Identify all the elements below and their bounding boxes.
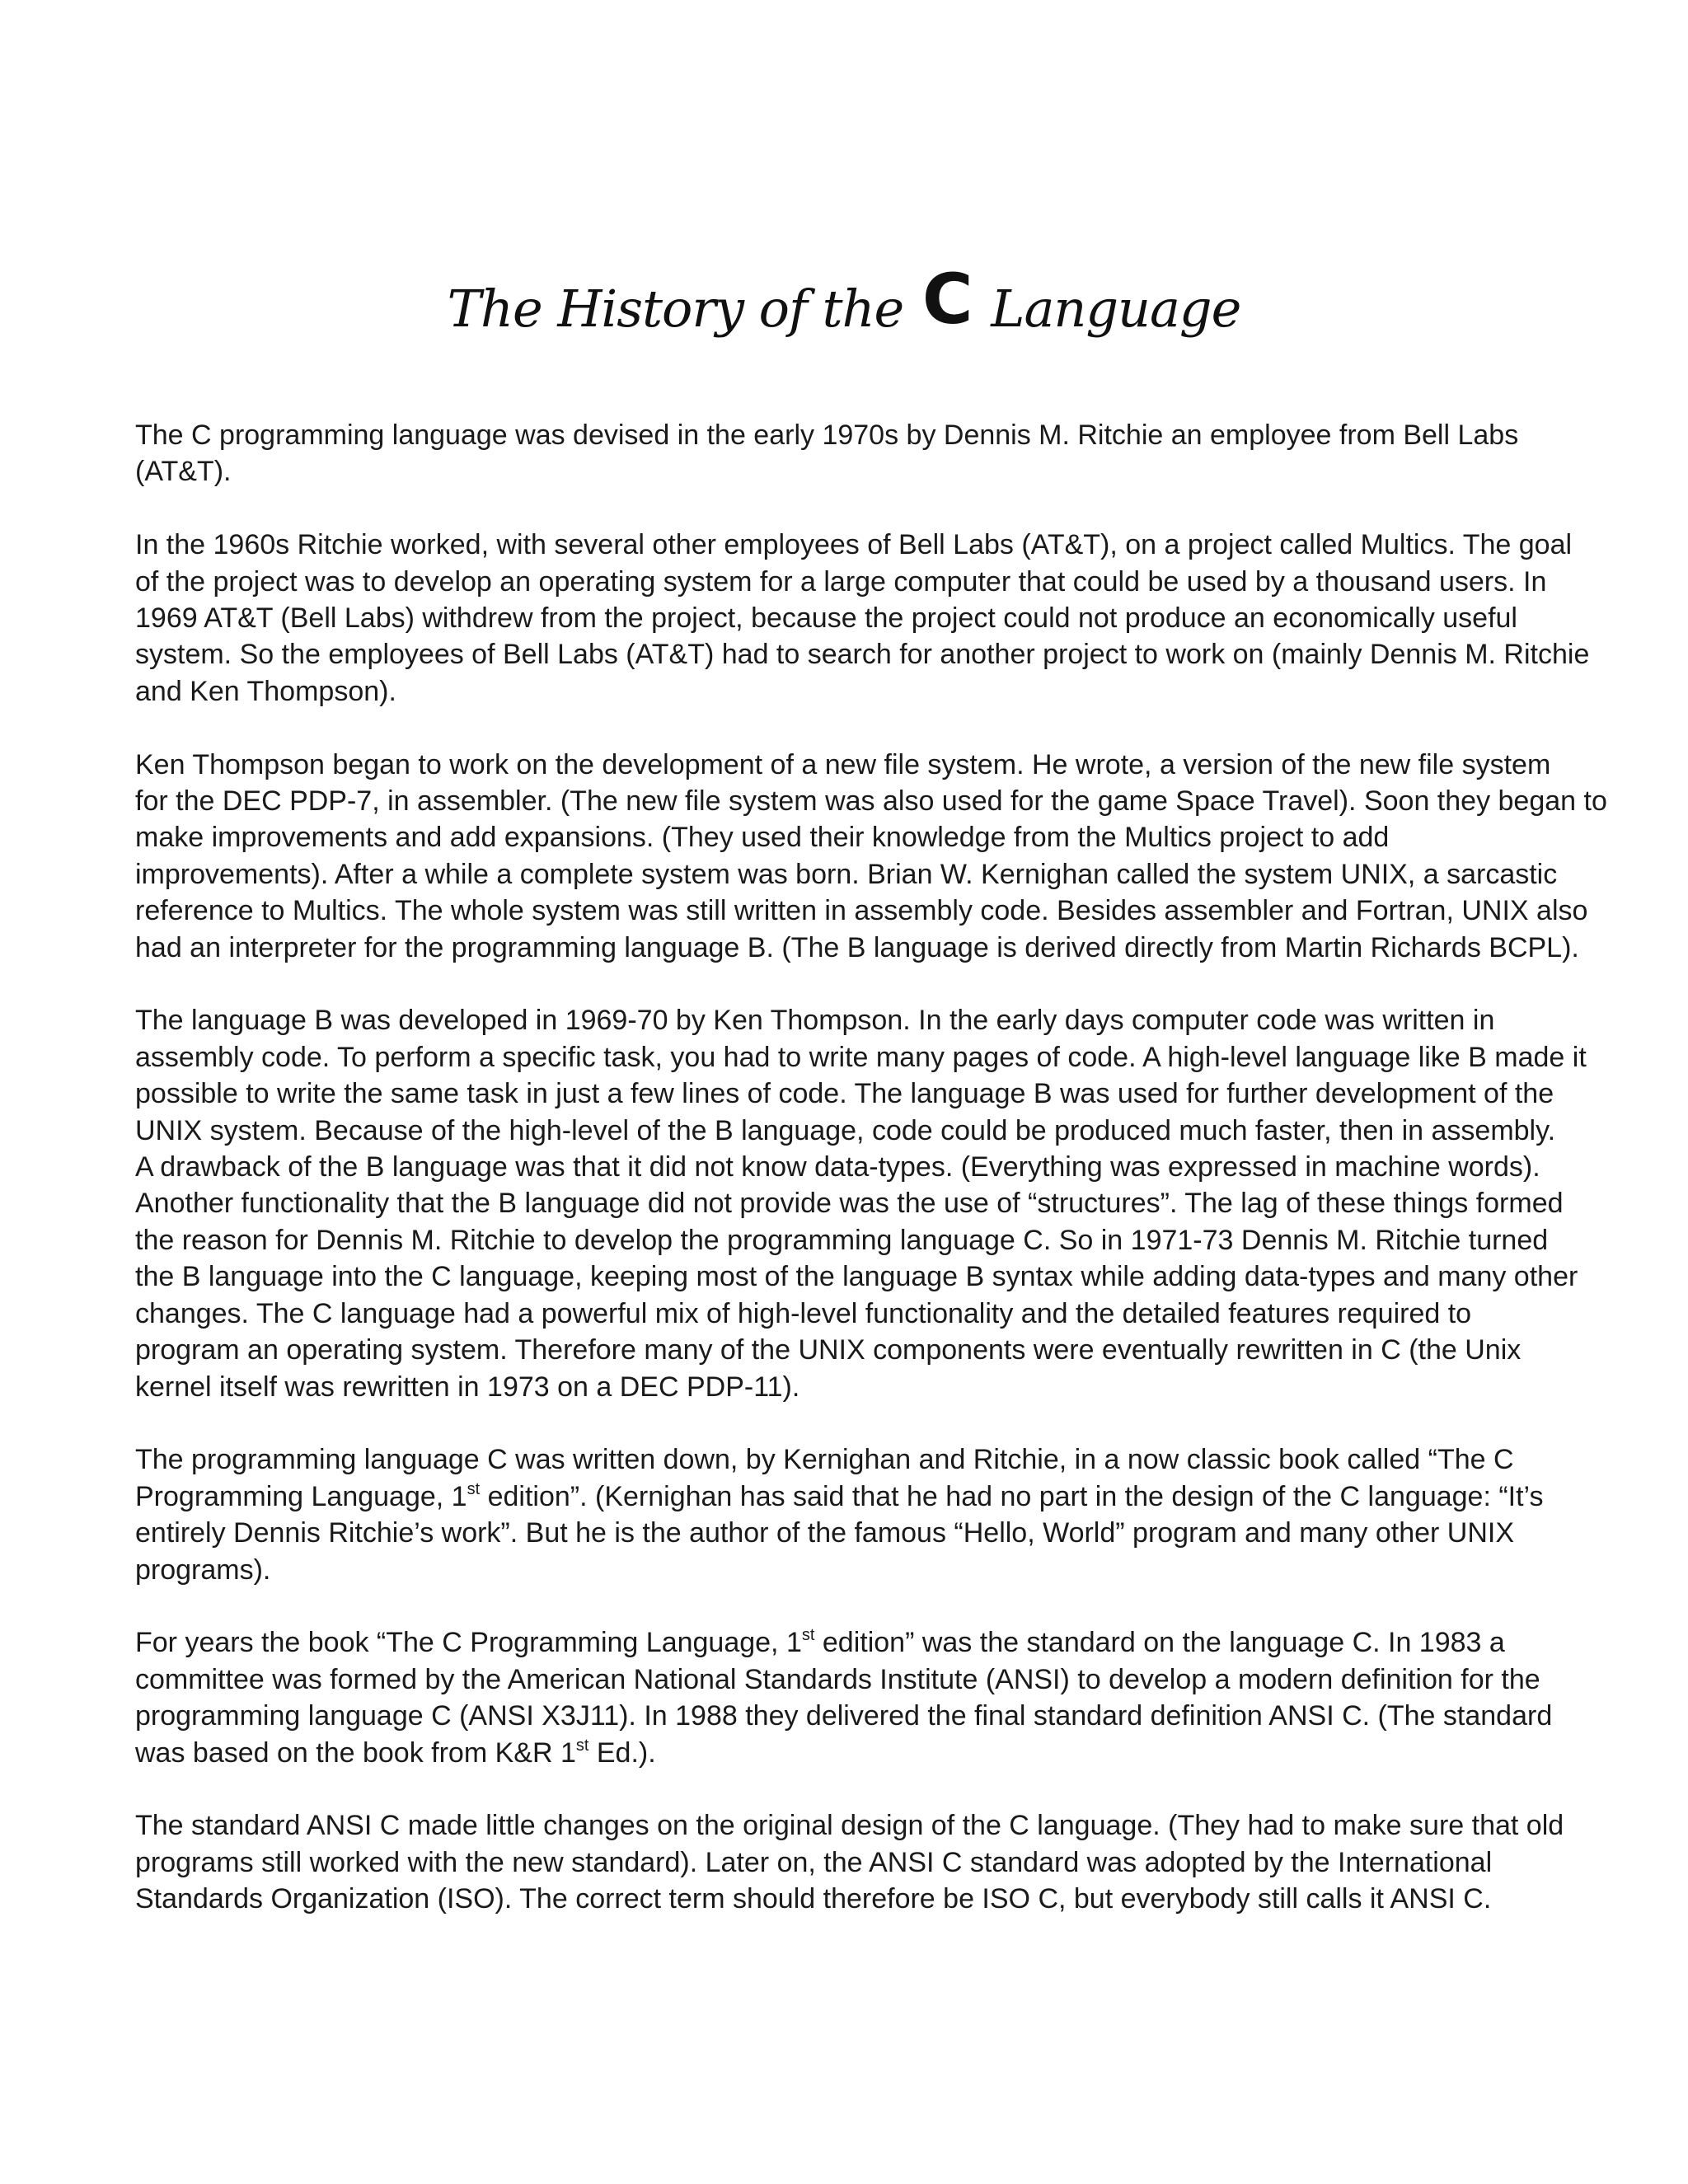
text-line: The language B was developed in 1969-70 by Ken Thompson. In the early days computer code was written in [135, 1005, 1495, 1037]
text-line: assembly code. To perform a specific task, you had to write many pages of code. A high-level language like B made it [135, 1041, 1587, 1073]
text-line: The programming language C was written down, by Kernighan and Ritchie, in a now classic book called “The C [135, 1444, 1514, 1476]
text-line: For years the book “The C Programming Language, 1st edition” was the standard on the language C. In 1983 a [135, 1626, 1505, 1659]
paragraph [135, 747, 1607, 966]
ordinal-superscript: st [575, 1736, 589, 1755]
text-line: committee was formed by the American National Standards Institute (ANSI) to develop a modern definition for the [135, 1663, 1540, 1695]
text-line: kernel itself was rewritten in 1973 on a DEC PDP-11). [135, 1371, 800, 1403]
text-line: had an interpreter for the programming language B. (The B language is derived directly from Martin Richards BCPL). [135, 931, 1579, 963]
paragraph [135, 1441, 1573, 1588]
text-line: was based on the book from K&R 1st Ed.). [135, 1736, 656, 1769]
text-line: program an operating system. Therefore many of the UNIX components were eventually rewritten in C (the Unix [135, 1334, 1522, 1366]
text-line: A drawback of the B language was that it did not know data-types. (Everything was expressed in machine words). [135, 1151, 1540, 1183]
title-text-after: Language [975, 279, 1241, 339]
text-line: the reason for Dennis M. Ritchie to develop the programming language C. So in 1971-73 Dennis M. Ritchie turned [135, 1224, 1549, 1256]
document-body [135, 417, 1607, 1918]
text-line: Standards Organization (ISO). The correct term should therefore be ISO C, but everybody still calls it ANSI C. [135, 1883, 1492, 1915]
page-title [0, 259, 1688, 346]
text-line: reference to Multics. The whole system was still written in assembly code. Besides assembler and Fortran, UNIX also [135, 895, 1588, 927]
text-line: programs). [135, 1554, 271, 1586]
text-line: The standard ANSI C made little changes on the original design of the C language. (They had to make sure that old [135, 1810, 1564, 1842]
text-line: Programming Language, 1st edition”. (Kernighan has said that he had no part in the design of the C language: “It’s [135, 1479, 1544, 1512]
text-line: changes. The C language had a powerful mix of high-level functionality and the detailed features required to [135, 1297, 1472, 1329]
paragraph [135, 527, 1590, 710]
text-line: programming language C (ANSI X3J11). In 1988 they delivered the final standard definition ANSI C. (The standard [135, 1700, 1553, 1732]
paragraph [135, 417, 1573, 490]
text-line: programs still worked with the new standard). Later on, the ANSI C standard was adopted by the International [135, 1846, 1493, 1878]
text-line: improvements). After a while a complete system was born. Brian W. Kernighan called the system UNIX, a sarcastic [135, 858, 1558, 890]
text-line: Ken Thompson began to work on the development of a new file system. He wrote, a version of the new file system [135, 748, 1551, 780]
ordinal-superscript: st [467, 1479, 481, 1498]
title-text-before: The History of the [447, 279, 919, 339]
text-line: the B language into the C language, keeping most of the language B syntax while adding data-types and many other [135, 1261, 1578, 1293]
paragraph [135, 1807, 1573, 1917]
text-line: Another functionality that the B language did not provide was the use of “structures”. The lag of these things formed [135, 1188, 1564, 1220]
paragraph [135, 1002, 1587, 1404]
text-line: 1969 AT&T (Bell Labs) withdrew from the project, because the project could not produce an economically useful [135, 602, 1517, 635]
text-line: UNIX system. Because of the high-level of the B language, code could be produced much faster, then in assembly. [135, 1114, 1556, 1146]
title-c-letter: C [921, 259, 973, 340]
paragraph [135, 1624, 1573, 1771]
text-line: The C programming language was devised in the early 1970s by Dennis M. Ritchie an employee from Bell Labs [135, 419, 1519, 451]
text-line: of the project was to develop an operating system for a large computer that could be used by a thousand users. In [135, 565, 1547, 598]
text-line: and Ken Thompson). [135, 675, 396, 707]
text-line: for the DEC PDP-7, in assembler. (The new file system was also used for the game Space Travel). Soon they began to [135, 785, 1607, 818]
ordinal-superscript: st [801, 1626, 815, 1645]
text-line: entirely Dennis Ritchie’s work”. But he is the author of the famous “Hello, World” program and many other UNIX [135, 1517, 1515, 1549]
text-line: In the 1960s Ritchie worked, with several other employees of Bell Labs (AT&T), on a project called Multics. The goal [135, 529, 1573, 561]
text-line: system. So the employees of Bell Labs (AT&T) had to search for another project to work on (mainly Dennis M. Ritchie [135, 639, 1590, 671]
text-line: possible to write the same task in just a few lines of code. The language B was used for further development of the [135, 1078, 1554, 1110]
text-line: make improvements and add expansions. (They used their knowledge from the Multics project to add [135, 822, 1390, 854]
text-line: (AT&T). [135, 456, 232, 488]
